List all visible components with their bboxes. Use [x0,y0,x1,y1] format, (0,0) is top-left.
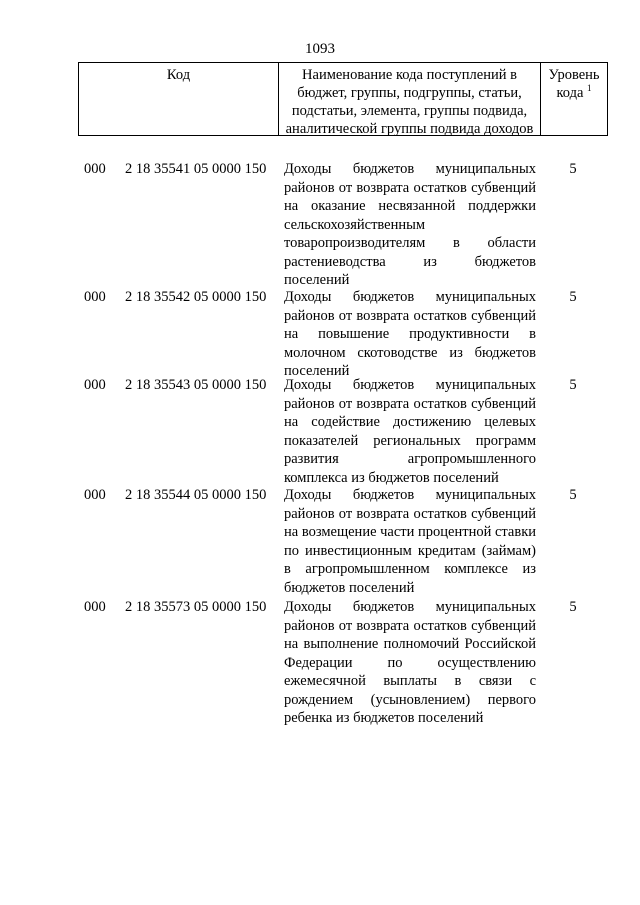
row-name: Доходы бюджетов муниципальных районов от возврата остатков субвенций на выполнение полномочий Российской Федерации по осуществлению ежемесячной выплаты в связи с рождением (усыновлением) первого ребенка из бюджетов поселений [284,599,536,726]
row-code: 2 18 35573 05 0000 150 [125,599,267,615]
header-level-footnote: 1 [587,83,592,94]
table-row [78,376,608,486]
row-code: 2 18 35541 05 0000 150 [125,161,267,177]
table-body [78,160,608,748]
row-prefix: 000 [84,377,106,393]
header-level-cell [541,63,607,135]
row-name: Доходы бюджетов муниципальных районов от возврата остатков субвенций на содействие достижению целевых показателей региональных программ развития агропромышленного комплекса из бюджетов поселений [284,377,536,486]
header-name-label: Наименование кода поступлений в бюджет, группы, подгруппы, статьи, подстатьи, элемента, группы подвида, аналитической группы подвида доходов [285,67,534,137]
row-name: Доходы бюджетов муниципальных районов от возврата остатков субвенций на возмещение части процентной ставки по инвестиционным кредитам (займам) в агропромышленном комплексе из бюджетов поселений [284,487,537,596]
row-prefix: 000 [84,487,106,503]
header-name-cell [279,63,541,135]
row-level: 5 [569,289,577,305]
row-level: 5 [569,599,577,615]
row-code: 2 18 35543 05 0000 150 [125,377,267,393]
row-level: 5 [569,487,577,503]
row-prefix: 000 [84,161,106,177]
table-row [78,288,608,379]
row-name: Доходы бюджетов муниципальных районов от возврата остатков субвенций на оказание несвязанной поддержки сельскохозяйственным товаропроизводителям в области растениеводства из бюджетов поселений [284,161,536,288]
row-name: Доходы бюджетов муниципальных районов от возврата остатков субвенций на повышение продуктивности в молочном скотоводстве из бюджетов поселений [284,289,536,379]
row-prefix: 000 [84,289,106,305]
header-level-label: Уровень кода [548,67,600,101]
header-code-cell [79,63,279,135]
table-header [78,62,608,136]
header-code-label: Код [166,67,191,83]
page-number: 1093 [305,41,335,57]
row-code: 2 18 35544 05 0000 150 [125,487,267,503]
table-row [78,486,608,598]
row-prefix: 000 [84,599,106,615]
table-row [78,598,608,748]
row-level: 5 [569,161,577,177]
row-level: 5 [569,377,577,393]
row-code: 2 18 35542 05 0000 150 [125,289,267,305]
table-row [78,160,608,288]
